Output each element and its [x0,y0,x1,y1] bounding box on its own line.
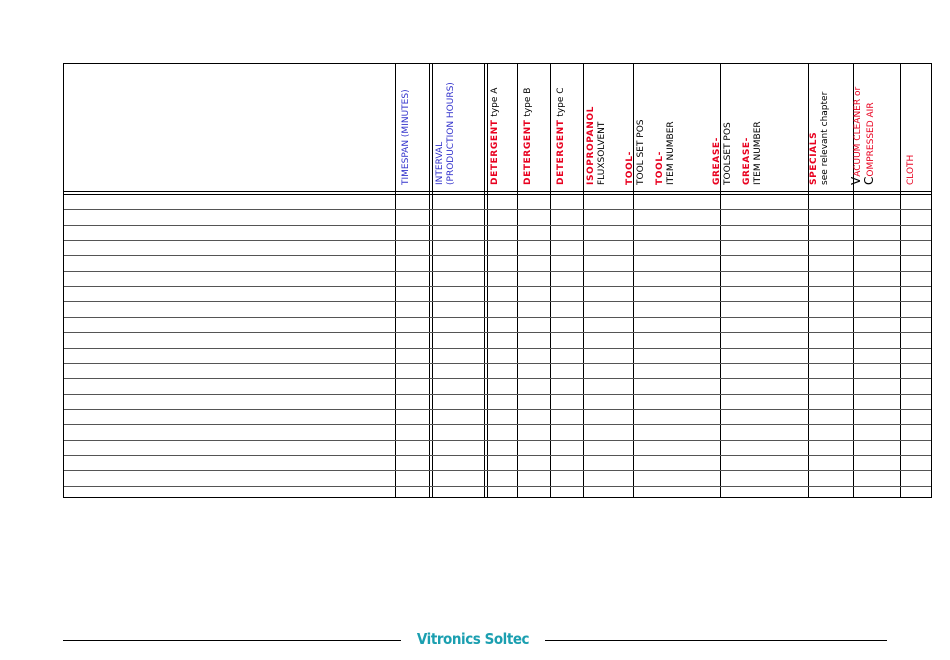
header-text: TOOL SET POS [635,119,646,185]
column-header-detergent-a [484,64,517,191]
table-row [64,332,931,333]
header-text: see relevant chapter [819,91,830,185]
table-row [64,394,931,395]
column-header-timespan [395,64,429,191]
table-row [64,378,931,379]
table-row [64,440,931,441]
footer-rule-left [63,640,401,641]
table-row [64,486,931,487]
header-divider [64,191,931,192]
maintenance-table [63,63,932,498]
header-text: type A [489,87,500,120]
header-text: CLOTH [905,154,916,185]
header-text: type C [555,87,566,120]
table-row [64,470,931,471]
table-row [64,363,931,364]
header-divider [64,194,931,195]
column-header-grease [712,64,808,191]
header-text: SPECIALS [808,131,819,185]
header-text: DETERGENT [489,119,500,185]
header-text: FLUXSOLVENT [597,121,607,185]
table-row [64,271,931,272]
header-text: ACUUM CLEANER or [852,86,863,177]
column-header-cloth [900,64,933,191]
column-header-detergent-b [517,64,550,191]
column-header-specials [808,64,853,191]
header-text: DETERGENT [555,119,566,185]
table-row [64,240,931,241]
column-header-detergent-c [550,64,583,191]
table-row [64,348,931,349]
header-text: TOOL- [624,151,635,185]
column-header-tool [624,64,720,191]
header-text: TOOL- [654,151,665,185]
table-row [64,255,931,256]
header-text: (PRODUCTION HOURS) [445,82,456,185]
header-text: TIMESPAN (MINUTES) [401,89,411,185]
column-header-interval [429,64,484,191]
header-text: DETERGENT [522,119,533,185]
column-header-vacuum [848,64,900,191]
table-row [64,455,931,456]
table-row [64,209,931,210]
table-row [64,286,931,287]
header-text: GREASE- [712,137,722,185]
brand-logo: Vitronics Soltec [416,630,530,648]
header-text: INTERVAL [434,141,445,185]
table-row [64,424,931,425]
header-text: V [848,176,863,185]
header-text: GREASE- [742,137,752,185]
header-text: C [861,176,876,185]
header-text: TOOLSET POS [723,122,733,185]
header-text: ITEM NUMBER [753,121,763,185]
table-row [64,225,931,226]
header-text: type B [522,87,533,120]
footer-rule-right [545,640,887,641]
header-text: ISOPROPANOL [586,106,596,185]
column-header-description [64,64,395,191]
header-text: OMPRESSED AIR [865,102,876,177]
table-row [64,317,931,318]
table-row [64,409,931,410]
header-text: ITEM NUMBER [665,121,676,185]
table-row [64,301,931,302]
